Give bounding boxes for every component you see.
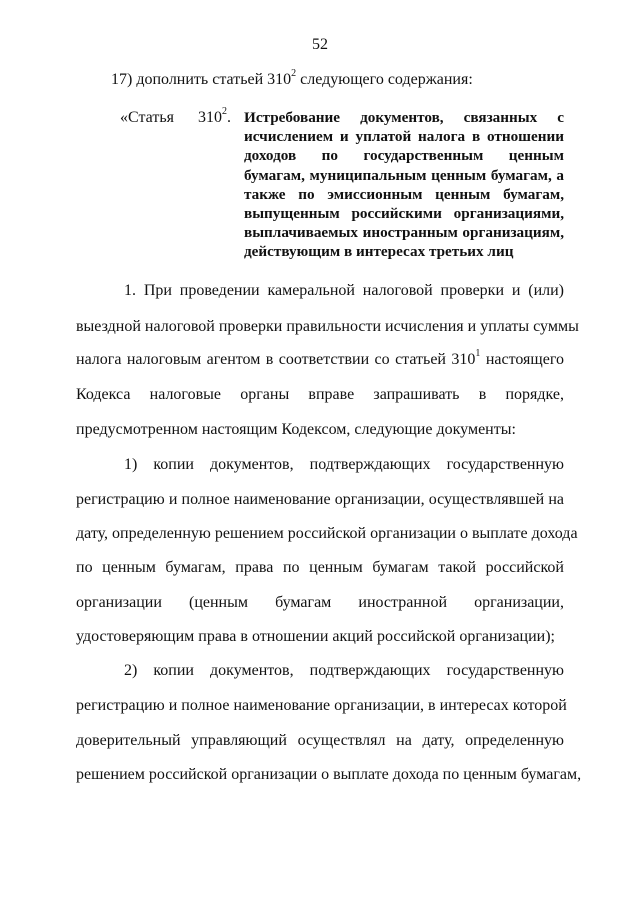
article-title-line: бумагам, муниципальным ценным бумагам, а bbox=[244, 166, 564, 184]
article-label-word: «Статья bbox=[120, 109, 174, 126]
article-title-line: исчислением и уплатой налога в отношении bbox=[244, 128, 564, 146]
list-item-1-line: удостоверяющим права в отношении акций российской организации); bbox=[76, 628, 555, 645]
paragraph-1-line: выездной налоговой проверки правильности исчисления и уплаты суммы bbox=[76, 318, 579, 335]
article-label-number: 310 bbox=[197, 109, 222, 126]
article-title-line: доходов по государственным ценным bbox=[244, 147, 564, 165]
paragraph-1-line bbox=[76, 348, 565, 369]
intro-suffix: следующего содержания: bbox=[296, 71, 473, 88]
paragraph-1-superscript: 1 bbox=[475, 348, 481, 359]
list-item-1-line: по ценным бумагам, права по ценным бумагам такой российской bbox=[76, 559, 564, 576]
article-label-superscript: 2 bbox=[221, 106, 227, 117]
amendment-item-intro bbox=[111, 68, 473, 89]
page-number: 52 bbox=[312, 36, 328, 53]
paragraph-1-line-text: настоящего bbox=[480, 351, 565, 368]
article-label bbox=[120, 106, 231, 127]
intro-superscript: 2 bbox=[291, 68, 297, 79]
article-title-line: выплачиваемых иностранным организациям, bbox=[244, 224, 564, 242]
article-title bbox=[244, 108, 564, 262]
list-item-1-line: организации (ценным бумагам иностранной организации, bbox=[76, 594, 564, 611]
list-item-2-line: регистрацию и полное наименование организации, в интересах которой bbox=[76, 697, 567, 714]
article-title-line: действующим в интересах третьих лиц bbox=[244, 243, 514, 261]
list-item-2-line: доверительный управляющий осуществлял на дату, определенную bbox=[76, 732, 564, 749]
article-title-line: Истребование документов, связанных с bbox=[244, 109, 564, 126]
article-title-line: также по эмиссионным ценным бумагам, bbox=[244, 185, 564, 203]
paragraph-1-line-text: налога налоговым агентом в соответствии со статьей 310 bbox=[76, 351, 476, 368]
intro-prefix: 17) дополнить статьей 310 bbox=[111, 71, 292, 88]
list-item-2-line: решением российской организации о выплате дохода по ценным бумагам, bbox=[76, 766, 582, 783]
paragraph-1-line: Кодекса налоговые органы вправе запрашивать в порядке, bbox=[76, 386, 564, 403]
list-item-1-line: дату, определенную решением российской организации о выплате дохода bbox=[76, 525, 578, 542]
list-item-2-line: 2) копии документов, подтверждающих государственную bbox=[124, 662, 564, 679]
paragraph-1-line: 1. При проведении камеральной налоговой проверки и (или) bbox=[124, 282, 564, 299]
article-label-dot: . bbox=[226, 109, 231, 126]
list-item-1-line: регистрацию и полное наименование организации, осуществлявшей на bbox=[76, 491, 564, 508]
list-item-1-line: 1) копии документов, подтверждающих государственную bbox=[124, 456, 564, 473]
paragraph-1-line: предусмотренном настоящим Кодексом, следующие документы: bbox=[76, 421, 516, 438]
article-title-line: выпущенным российскими организациями, bbox=[244, 205, 564, 223]
